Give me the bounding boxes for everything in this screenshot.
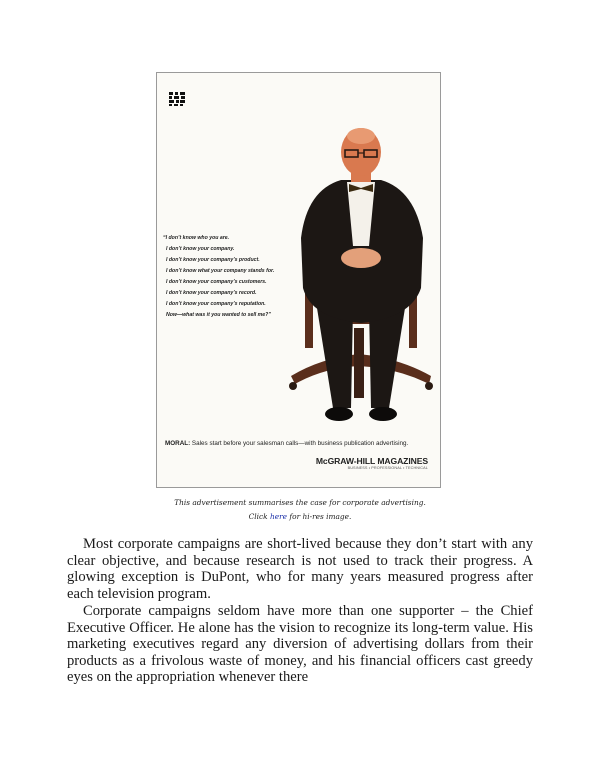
paragraph-text: Most corporate campaigns are short-lived because they don’t start with any clear objective, and because research is not used to track their progress. A glowing exception is DuPont, who for many years measured progress after each television program. [67, 536, 533, 602]
seated-man-illustration [281, 118, 441, 433]
hi-res-caption [0, 512, 600, 521]
quote-line: I don’t know your company’s reputation. [166, 301, 266, 307]
paragraph-text: Corporate campaigns seldom have more than one supporter – the Chief Executive Officer. He alone has the vision to recognize its long-term value. His marketing executives regard any diversion of advertising dollars from their products as a frivolous waste of money, and his financial officers cast greedy eyes on the appropriation whenever there [67, 603, 533, 686]
quote-line: Now—what was it you wanted to sell me?” [166, 312, 271, 318]
quote-line: I don’t know your company’s customers. [166, 279, 267, 285]
moral-label: MORAL: [165, 440, 191, 447]
quote-line: I don’t know your company. [166, 246, 235, 252]
body-paragraph-2 [67, 603, 533, 686]
brand-subtitle: BUSINESS • PROFESSIONAL • TECHNICAL [347, 466, 428, 470]
brand-name: McGRAW-HILL MAGAZINES [315, 456, 428, 466]
moral-text: Sales start before your salesman calls—with business publication advertising. [190, 440, 409, 447]
body-paragraph-1 [67, 536, 533, 602]
quote-line: “I don’t know who you are. [163, 235, 230, 241]
caption-prefix: Click [248, 512, 270, 521]
image-caption: This advertisement summarises the case for corporate advertising. [174, 498, 426, 507]
advertisement-image [156, 72, 441, 488]
caption-suffix: for hi-res image. [287, 512, 352, 521]
quote-line: I don’t know what your company stands for. [166, 268, 275, 274]
ad-moral [165, 440, 408, 447]
mcgraw-hill-logo-icon [168, 91, 186, 107]
hi-res-link[interactable]: here [269, 512, 288, 521]
quote-line: I don’t know your company’s record. [166, 290, 257, 296]
quote-line: I don’t know your company’s product. [166, 257, 260, 263]
ad-brand [316, 456, 428, 470]
